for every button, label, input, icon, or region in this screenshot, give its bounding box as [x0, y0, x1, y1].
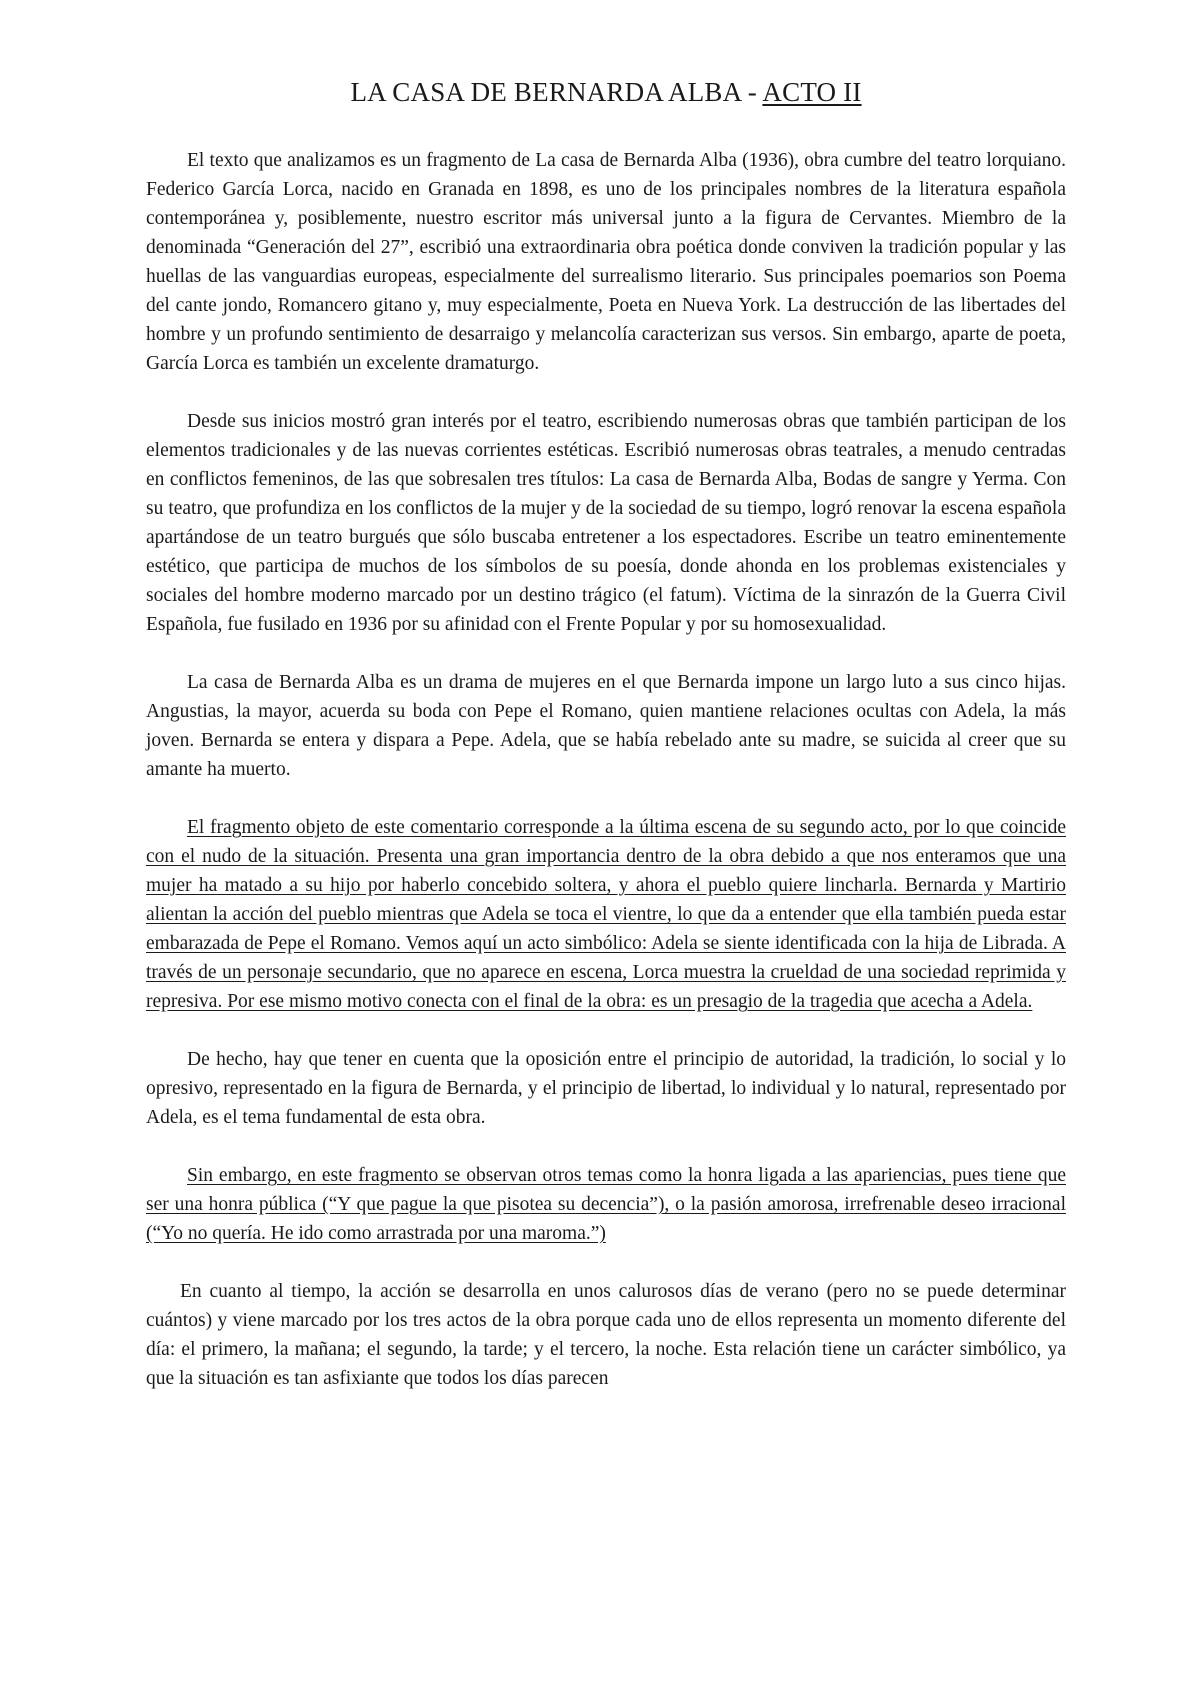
paragraph-author-intro: El texto que analizamos es un fragmento de La casa de Bernarda Alba (1936), obra cumbre del teatro lorquiano. Federico García Lorca, nacido en Granada en 1898, es uno de los principales nombres de la literatura española contemporánea y, posiblemente, nuestro escritor más universal junto a la figura de Cervantes. Miembro de la denominada “Generación del 27”, escribió una extraordinaria obra poética donde conviven la tradición popular y las huellas de las vanguardias europeas, especialmente del surrealismo literario. Sus principales poemarios son Poema del cante jondo, Romancero gitano y, muy especialmente, Poeta en Nueva York. La destrucción de las libertades del hombre y un profundo sentimiento de desarraigo y melancolía caracterizan sus versos. Sin embargo, aparte de poeta, García Lorca es también un excelente dramaturgo. — [146, 150, 1066, 374]
paragraph-main-theme: De hecho, hay que tener en cuenta que la oposición entre el principio de autoridad, la tradición, lo social y lo opresivo, representado en la figura de Bernarda, y el principio de libertad, lo individual y lo natural, representado por Adela, es el tema fundamental de esta obra. — [146, 1049, 1066, 1128]
document-page — [146, 72, 1066, 1393]
paragraph-time: En cuanto al tiempo, la acción se desarrolla en unos calurosos días de verano (pero no se puede determinar cuántos) y viene marcado por los tres actos de la obra porque cada uno de ellos representa un momento diferente del día: el primero, la mañana; el segundo, la tarde; y el tercero, la noche. Esta relación tiene un carácter simbólico, ya que la situación es tan asfixiante que todos los días parecen — [146, 1281, 1066, 1389]
title-act: ACTO II — [762, 77, 862, 107]
document-title — [146, 72, 1066, 112]
paragraph-plot-summary: La casa de Bernarda Alba es un drama de mujeres en el que Bernarda impone un largo luto a sus cinco hijas. Angustias, la mayor, acuerda su boda con Pepe el Romano, quien mantiene relaciones ocultas con Adela, la más joven. Bernarda se entera y dispara a Pepe. Adela, que se había rebelado ante su madre, se suicida al creer que su amante ha muerto. — [146, 672, 1066, 780]
paragraph-fragment-context: El fragmento objeto de este comentario corresponde a la última escena de su segundo acto, por lo que coincide con el nudo de la situación. Presenta una gran importancia dentro de la obra debido a que nos enteramos que una mujer ha matado a su hijo por haberlo concebido soltera, y ahora el pueblo quiere lincharla. Bernarda y Martirio alientan la acción del pueblo mientras que Adela se toca el vientre, lo que da a entender que ella también pueda estar embarazada de Pepe el Romano. Vemos aquí un acto simbólico: Adela se siente identificada con la hija de Librada. A través de un personaje secundario, que no aparece en escena, Lorca muestra la crueldad de una sociedad reprimida y represiva. Por ese mismo motivo conecta con el final de la obra: es un presagio de la tragedia que acecha a Adela. — [146, 817, 1066, 1012]
paragraph-theatre: Desde sus inicios mostró gran interés por el teatro, escribiendo numerosas obras que también participan de los elementos tradicionales y de las nuevas corrientes estéticas. Escribió numerosas obras teatrales, a menudo centradas en conflictos femeninos, de las que sobresalen tres títulos: La casa de Bernarda Alba, Bodas de sangre y Yerma. Con su teatro, que profundiza en los conflictos de la mujer y de la sociedad de su tiempo, logró renovar la escena española apartándose de un teatro burgués que sólo buscaba entretener a los espectadores. Escribe un teatro eminentemente estético, que participa de muchos de los símbolos de su poesía, donde ahonda en los problemas existenciales y sociales del hombre moderno marcado por un destino trágico (el fatum). Víctima de la sinrazón de la Guerra Civil Española, fue fusilado en 1936 por su afinidad con el Frente Popular y por su homosexualidad. — [146, 411, 1066, 635]
title-main: LA CASA DE BERNARDA ALBA - — [350, 77, 763, 107]
paragraph-other-themes: Sin embargo, en este fragmento se observan otros temas como la honra ligada a las apariencias, pues tiene que ser una honra pública (“Y que pague la que pisotea su decencia”), o la pasión amorosa, irrefrenable deseo irracional (“Yo no quería. He ido como arrastrada por una maroma.”) — [146, 1165, 1066, 1244]
